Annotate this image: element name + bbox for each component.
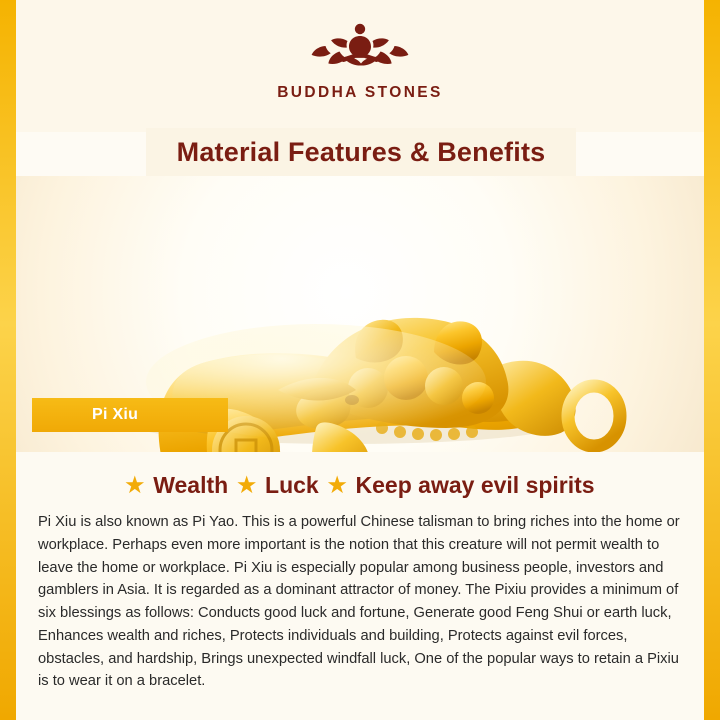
content-block [16, 452, 704, 720]
hero-caption [32, 398, 228, 432]
benefit-item-wealth: Wealth [153, 472, 229, 498]
star-icon: ★ [237, 474, 257, 497]
page-title: Material Features & Benefits [176, 136, 546, 167]
right-gold-border [704, 0, 720, 720]
hero-image [16, 176, 704, 452]
description-paragraph: Pi Xiu is also known as Pi Yao. This is a powerful Chinese talisman to bring riches into the home or workplace. Perhaps even more important is the notion that this creature will not permit wealth to leave the home or workplace. Pi Xiu is especially popular among business people, investors and gamblers in Asia. It is regarded as a dominant attractor of money. The Pixiu provides a minimum of six blessings as follows: Conducts good luck and fortune, Generate good Feng Shui or earth luck, Enhances wealth and riches, Protects individuals and building, Protects against evil forces, obstacles, and hardship, Brings unexpected windfall luck, One of the popular ways to retain a Pixiu is to wear it on a bracelet. [38, 514, 680, 690]
lotus-meditation-icon [285, 18, 435, 80]
benefits-line [36, 472, 684, 499]
hero-caption-label: Pi Xiu [92, 406, 139, 423]
star-icon: ★ [125, 474, 145, 497]
section-title-band [146, 128, 576, 176]
brand-name: BUDDHA STONES [277, 84, 443, 101]
benefit-item-evil-spirits: Keep away evil spirits [355, 472, 595, 498]
star-icon: ★ [327, 474, 347, 497]
brand-header [16, 0, 704, 132]
benefit-item-luck: Luck [265, 472, 319, 498]
left-gold-border [0, 0, 16, 720]
